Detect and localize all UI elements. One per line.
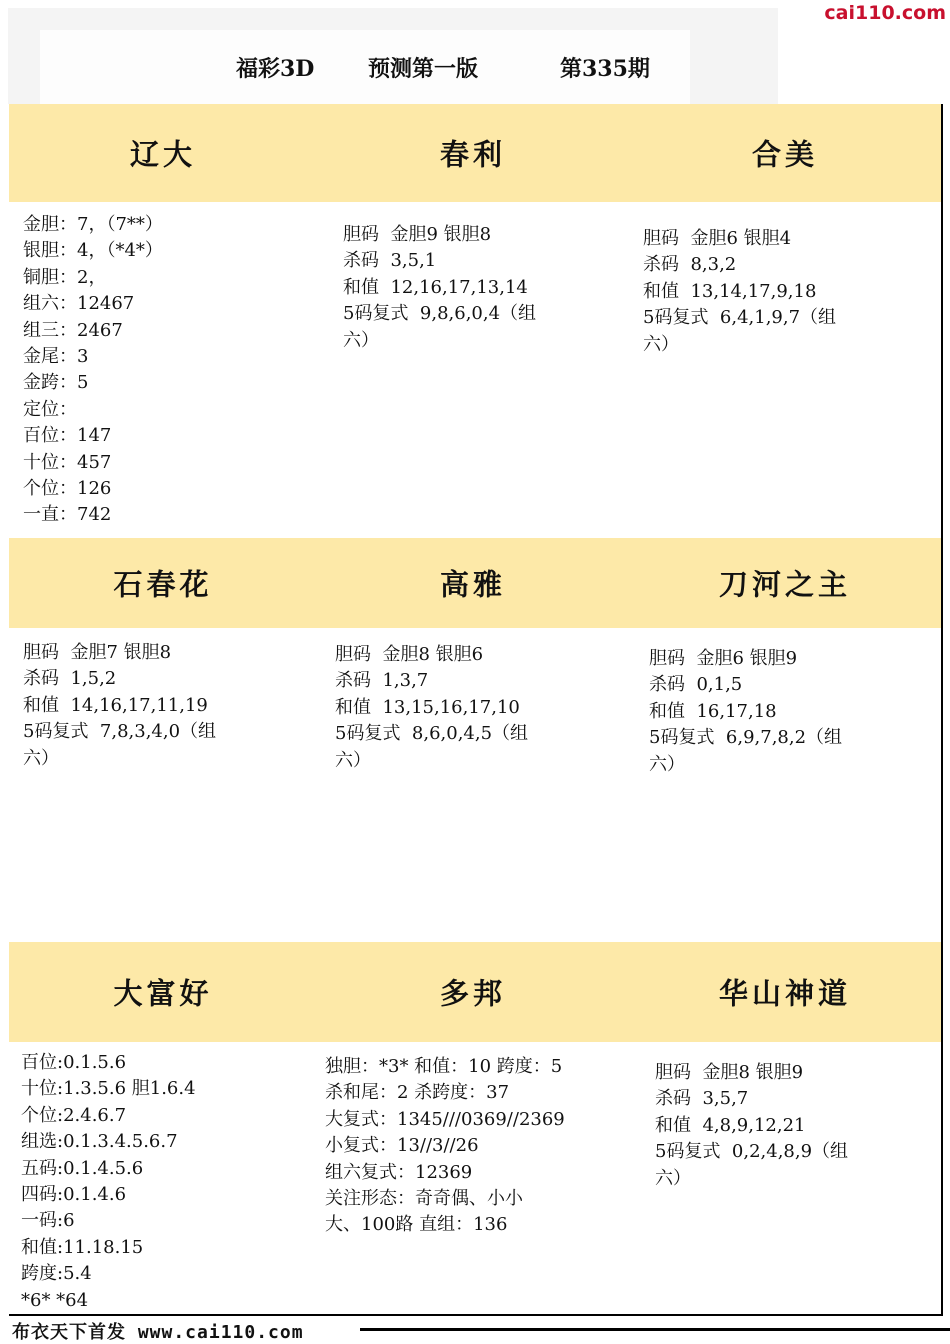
footer-text: 布衣天下首发 www.cai110.com — [12, 1322, 304, 1343]
prediction-line: 百位:0.1.5.6 — [21, 1052, 127, 1073]
expert-name: 春利 — [439, 137, 506, 172]
prediction-line: 组六复式：12369 — [325, 1161, 473, 1183]
prediction-line: 独胆：*3* 和值：10 跨度：5 — [325, 1056, 563, 1077]
prediction-line: *6* *64 — [21, 1289, 89, 1311]
expert-name-cell — [317, 104, 631, 204]
prediction-line: 六） — [655, 1167, 691, 1189]
prediction-line: 组选:0.1.3.4.5.6.7 — [21, 1131, 178, 1153]
prediction-cell — [9, 1042, 319, 1316]
prediction-line: 和值 13,14,17,9,18 — [643, 280, 817, 302]
prediction-line: 杀码 0,1,5 — [649, 674, 743, 696]
prediction-line: 个位:2.4.6.7 — [21, 1104, 127, 1126]
prediction-line: 5码复式 7,8,3,4,0（组 — [23, 721, 217, 743]
prediction-line: 关注形态：奇奇偶、小小 — [325, 1187, 523, 1209]
prediction-line: 胆码 金胆7 银胆8 — [23, 642, 172, 663]
expert-name: 高雅 — [439, 567, 506, 602]
expert-name: 辽大 — [129, 137, 196, 172]
prediction-line: 和值:11.18.15 — [21, 1236, 144, 1258]
prediction-lines — [343, 222, 536, 354]
prediction-line: 六） — [649, 753, 685, 775]
prediction-line: 杀码 8,3,2 — [643, 254, 737, 276]
expert-name-cell — [629, 942, 943, 1044]
prediction-line: 组三：2467 — [23, 319, 123, 341]
prediction-line: 金胆：7，（7**） — [23, 214, 163, 235]
expert-name-cell — [9, 538, 319, 630]
prediction-line: 杀码 1,5,2 — [23, 668, 117, 690]
prediction-line: 大复式：1345///0369//2369 — [325, 1108, 565, 1130]
prediction-line: 一直：742 — [23, 504, 112, 526]
prediction-lines — [23, 212, 163, 529]
prediction-line: 六） — [23, 747, 59, 769]
prediction-line: 杀和尾：2 杀跨度：37 — [325, 1082, 510, 1104]
prediction-line: 5码复式 6,9,7,8,2（组 — [649, 727, 843, 749]
expert-name-cell — [317, 942, 631, 1044]
prediction-line: 胆码 金胆6 银胆9 — [649, 648, 798, 669]
prediction-line: 百位：147 — [23, 425, 112, 447]
prediction-lines — [643, 226, 836, 358]
prediction-lines — [325, 1054, 565, 1239]
prediction-line: 跨度:5.4 — [21, 1263, 92, 1285]
prediction-line: 5码复式 6,4,1,9,7（组 — [643, 307, 837, 329]
prediction-line: 杀码 3,5,1 — [343, 250, 437, 272]
expert-name-cell — [629, 104, 943, 204]
prediction-line: 金尾：3 — [23, 345, 89, 367]
prediction-lines — [23, 640, 216, 772]
prediction-cell — [317, 628, 631, 944]
prediction-line: 和值 13,15,16,17,10 — [335, 696, 520, 718]
prediction-line: 和值 16,17,18 — [649, 700, 777, 722]
expert-name-cell — [317, 538, 631, 630]
prediction-line: 小复式：13//3//26 — [325, 1135, 479, 1157]
prediction-line: 5码复式 9,8,6,0,4（组 — [343, 303, 537, 325]
prediction-line: 和值 4,8,9,12,21 — [655, 1114, 806, 1136]
prediction-cell — [317, 202, 631, 540]
prediction-cell — [317, 1042, 631, 1316]
prediction-cell — [9, 628, 319, 944]
prediction-line: 一码:6 — [21, 1210, 75, 1232]
prediction-line: 杀码 1,3,7 — [335, 670, 429, 692]
prediction-line: 杀码 3,5,7 — [655, 1088, 749, 1110]
page-header — [0, 52, 950, 92]
prediction-line: 胆码 金胆6 银胆4 — [643, 228, 792, 249]
game-title: 福彩3D — [236, 56, 315, 82]
prediction-grid — [9, 104, 941, 1314]
prediction-line: 六） — [643, 333, 679, 355]
expert-name-cell — [9, 104, 319, 204]
prediction-line: 四码:0.1.4.6 — [21, 1183, 127, 1205]
issue-number: 第335期 — [560, 56, 650, 82]
prediction-line: 六） — [343, 329, 379, 351]
prediction-cell — [629, 1042, 943, 1316]
prediction-line: 5码复式 8,6,0,4,5（组 — [335, 723, 529, 745]
prediction-line: 和值 14,16,17,11,19 — [23, 694, 208, 716]
expert-name: 刀河之主 — [718, 567, 851, 602]
edition-title: 预测第一版 — [368, 56, 479, 82]
prediction-cell — [629, 202, 943, 540]
prediction-line: 银胆：4，（*4*） — [23, 240, 163, 262]
prediction-cell — [629, 628, 943, 944]
expert-name: 大富好 — [113, 976, 213, 1011]
expert-name: 华山神道 — [718, 976, 851, 1011]
prediction-line: 组六：12467 — [23, 293, 135, 315]
prediction-line: 六） — [335, 749, 371, 771]
prediction-lines — [21, 1050, 196, 1314]
prediction-line: 胆码 金胆8 银胆6 — [335, 644, 484, 665]
prediction-lines — [649, 646, 842, 778]
expert-name: 多邦 — [439, 976, 506, 1011]
expert-name-cell — [629, 538, 943, 630]
prediction-line: 五码:0.1.4.5.6 — [21, 1157, 144, 1179]
expert-name: 合美 — [751, 137, 818, 172]
prediction-line: 定位： — [23, 398, 77, 420]
prediction-line: 大、100路 直组：136 — [325, 1214, 508, 1236]
prediction-lines — [655, 1060, 848, 1192]
expert-name-cell — [9, 942, 319, 1044]
prediction-line: 5码复式 0,2,4,8,9（组 — [655, 1141, 849, 1163]
expert-name: 石春花 — [113, 567, 213, 602]
prediction-line: 胆码 金胆9 银胆8 — [343, 224, 492, 245]
prediction-cell — [9, 202, 319, 540]
prediction-lines — [335, 642, 528, 774]
prediction-line: 铜胆：2， — [23, 266, 107, 288]
site-logo[interactable]: cai110.com — [824, 2, 946, 24]
prediction-line: 胆码 金胆8 银胆9 — [655, 1062, 804, 1083]
prediction-line: 金跨：5 — [23, 372, 89, 394]
prediction-line: 十位:1.3.5.6 胆1.6.4 — [21, 1078, 196, 1100]
prediction-line: 个位：126 — [23, 477, 112, 499]
prediction-line: 和值 12,16,17,13,14 — [343, 276, 528, 298]
prediction-line: 十位：457 — [23, 451, 112, 473]
